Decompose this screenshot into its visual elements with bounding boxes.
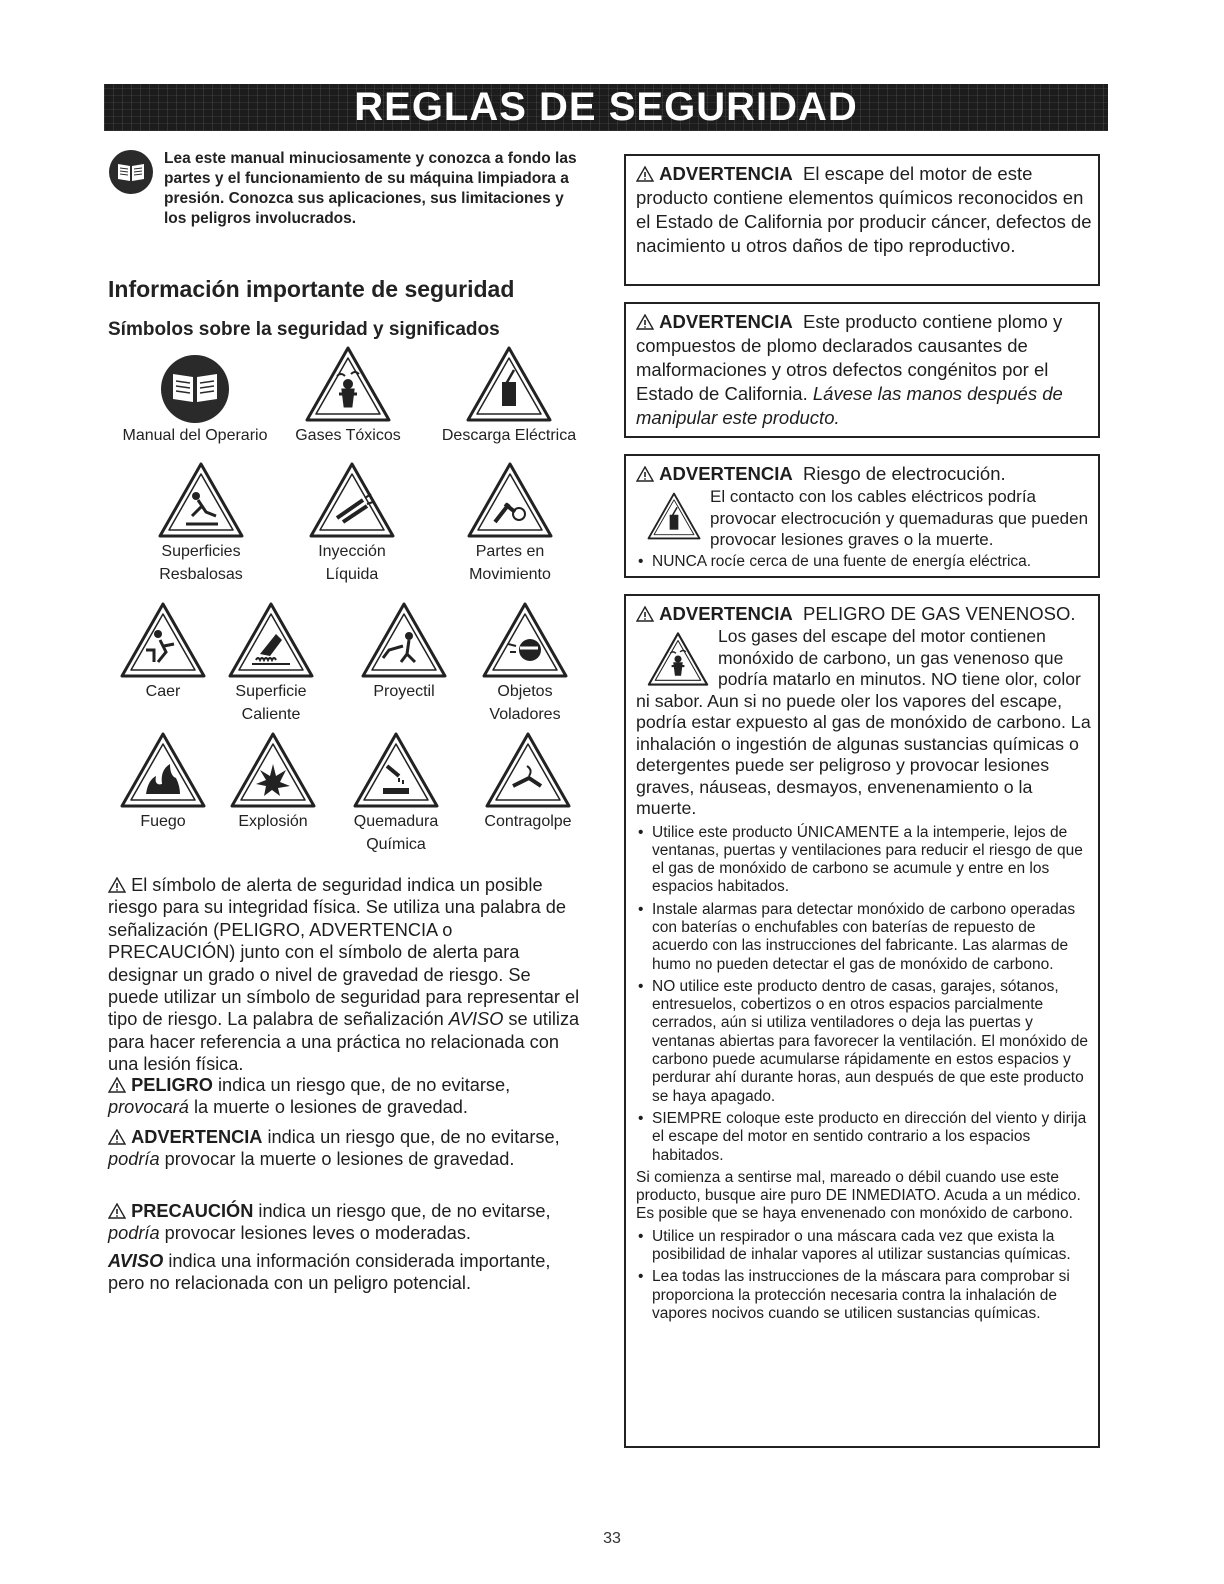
warning-text: Los gases del escape del motor contienen monóxido de carbono, un gas venenoso que podría matarlo en minutos. NO tiene olor, color <box>718 626 1081 689</box>
intro-block <box>108 149 578 229</box>
manual-book-icon <box>108 149 154 195</box>
peligro-paragraph <box>108 1074 584 1119</box>
symbol-label: Gases Tóxicos <box>295 427 401 444</box>
signal-word-advertencia: ADVERTENCIA <box>131 1127 263 1147</box>
symbol-flying-objects <box>476 600 574 726</box>
warning-label: ADVERTENCIA <box>659 311 793 332</box>
toxic-gas-icon <box>303 344 393 424</box>
liquid-injection-icon <box>307 460 397 540</box>
aviso-italic: AVISO <box>448 1009 504 1030</box>
precaucion-emphasis: podría <box>108 1223 160 1244</box>
symbol-label: Caliente <box>241 706 301 723</box>
manual-book-icon <box>157 352 233 424</box>
symbol-manual <box>112 352 278 447</box>
symbol-chemical-burn <box>344 730 448 856</box>
precaucion-paragraph <box>108 1200 584 1245</box>
fall-icon <box>118 600 208 680</box>
alert-icon <box>636 466 654 482</box>
symbol-kickback <box>476 730 580 833</box>
slippery-surface-icon <box>156 460 246 540</box>
alert-icon <box>108 1129 126 1145</box>
advertencia-text-end: provocar la muerte o lesiones de gravedad. <box>164 1149 515 1170</box>
moving-parts-icon <box>465 460 555 540</box>
list-item: • Utilice un respirador o una máscara cada vez que exista la posibilidad de inhalar vapores al utilizar sustancias químicas. <box>636 1228 1092 1265</box>
aviso-text: indica una información considerada importante, pero no relacionada con un peligro potencial. <box>108 1251 551 1294</box>
warning-box-california-cancer <box>624 154 1100 286</box>
warning-title: Riesgo de electrocución. <box>803 463 1006 484</box>
symbol-label: Explosión <box>238 813 308 830</box>
kickback-icon <box>483 730 573 810</box>
title-banner <box>104 84 1108 131</box>
symbol-toxic-gas <box>282 344 414 447</box>
warning-label: ADVERTENCIA <box>659 163 793 184</box>
projectile-icon <box>359 600 449 680</box>
warning-title: PELIGRO DE GAS VENENOSO. <box>803 603 1076 624</box>
peligro-text: indica un riesgo que, de no evitarse, <box>217 1075 511 1095</box>
symbol-label: Manual del Operario <box>122 427 268 444</box>
symbol-injection <box>290 460 414 586</box>
symbol-label: Objetos <box>497 683 553 700</box>
alert-icon <box>108 877 126 893</box>
page-number: 33 <box>603 1530 621 1547</box>
signal-word-aviso: AVISO <box>108 1251 164 1271</box>
symbol-label: Contragolpe <box>484 813 572 830</box>
warning-text: El contacto con los cables eléctricos podría provocar electrocución y quemaduras que pueden provocar lesiones graves o la muerte. <box>710 487 1089 549</box>
alert-symbol-paragraph <box>108 874 584 1076</box>
toxic-gas-icon <box>646 630 710 688</box>
alert-icon <box>636 314 654 330</box>
symbol-explosion <box>228 730 318 833</box>
symbol-label: Superficies <box>161 543 241 560</box>
symbol-fall <box>118 600 208 703</box>
signal-word-precaucion: PRECAUCIÓN <box>131 1201 254 1221</box>
symbol-label: Proyectil <box>373 683 435 700</box>
symbol-label: Movimiento <box>469 566 551 583</box>
symbol-electric <box>424 344 594 447</box>
list-item: • NUNCA rocíe cerca de una fuente de energía eléctrica. <box>636 553 1092 571</box>
precaucion-text-end: provocar lesiones leves o moderadas. <box>164 1223 471 1244</box>
symbol-label: Descarga Eléctrica <box>441 427 577 444</box>
precaucion-text: indica un riesgo que, de no evitarse, <box>258 1201 551 1221</box>
warning-box-poison-gas <box>624 594 1100 1448</box>
peligro-emphasis: provocará <box>108 1097 189 1118</box>
list-item: • Instale alarmas para detectar monóxido de carbono operadas con baterías o enchufables con baterías de repuesto de acuerdo con las instrucciones del fabricante. Las alarmas de humo no pueden detectar el gas de monóxido de carbono. <box>636 901 1092 974</box>
list-item: • NO utilice este producto dentro de casas, garajes, sótanos, entresuelos, cobertizos o en otros espacios parcialmente cerrados, aún si utiliza ventiladores o deja las puertas y ventanas abiertas para favorecer la ventilación. El monóxido de carbono puede acumularse rápidamente en estos espacios y perdurar ahí durante horas, aun después de que este producto se haya apagado. <box>636 978 1092 1106</box>
electric-shock-icon <box>646 490 702 542</box>
alert-symbol-text: El símbolo de alerta de seguridad indica un posible riesgo para su integridad física. Se utiliza una palabra de señalización (PELIGRO, ADVERTENCIA o PRECAUCIÓN) junto con el símbolo de alerta para designar un grado o nivel de gravedad de riesgo. Se puede utilizar un símbolo de seguridad para representar el tipo de riesgo. La palabra de señalización <box>108 875 580 1030</box>
alert-symbol-tail: se utiliza para hacer referencia a una práctica no relacionada con una lesión física. <box>108 1009 580 1075</box>
intro-text: Lea este manual minuciosamente y conozca a fondo las partes y el funcionamiento de su máquina limpiadora a presión. Conozca sus aplicaciones, sus limitaciones y los peligros involucrados. <box>164 150 577 227</box>
warning-box-lead <box>624 302 1100 438</box>
symbol-label: Química <box>366 836 426 853</box>
hot-surface-icon <box>226 600 316 680</box>
symbol-label: Fuego <box>140 813 186 830</box>
symbol-slippery <box>136 460 266 586</box>
warning-italic-text: Lávese las manos después de manipular este producto. <box>636 383 1063 428</box>
symbol-hot-surface <box>226 600 316 726</box>
advertencia-text: indica un riesgo que, de no evitarse, <box>267 1127 560 1147</box>
signal-word-peligro: PELIGRO <box>131 1075 213 1095</box>
symbol-moving-parts <box>448 460 572 586</box>
electric-shock-icon <box>464 344 554 424</box>
list-item: • Lea todas las instrucciones de la máscara para comprobar si proporciona la protección necesaria contra la inhalación de vapores nocivos cuando se utilicen sustancias químicas. <box>636 1268 1092 1323</box>
alert-icon <box>636 606 654 622</box>
alert-icon <box>108 1203 126 1219</box>
section-heading: Información importante de seguridad <box>108 276 515 302</box>
alert-icon <box>636 166 654 182</box>
explosion-icon <box>228 730 318 810</box>
warning-text: El escape del motor de este producto contiene elementos químicos reconocidos en el Estado de California por producir cáncer, defectos de nacimiento u otros daños de tipo reproductivo. <box>636 163 1092 256</box>
chemical-burn-icon <box>351 730 441 810</box>
symbol-label: Partes en <box>475 543 545 560</box>
page-title: REGLAS DE SEGURIDAD <box>354 85 858 129</box>
warning-label: ADVERTENCIA <box>659 603 793 624</box>
list-item: • Utilice este producto ÚNICAMENTE a la intemperie, lejos de ventanas, puertas y ventilaciones para reducir el riesgo de que el gas de monóxido de carbono se acumule y entre en los espacios habitados. <box>636 824 1092 897</box>
warning-text: Este producto contiene plomo y compuestos de plomo declarados causantes de malformaciones y otros defectos congénitos por el Estado de California. <box>636 311 1063 404</box>
aviso-paragraph <box>108 1250 584 1295</box>
symbol-label: Caer <box>145 683 181 700</box>
symbol-label: Resbalosas <box>159 566 243 583</box>
warning-label: ADVERTENCIA <box>659 463 793 484</box>
symbol-label: Superficie <box>235 683 307 700</box>
symbol-fire <box>118 730 208 833</box>
alert-icon <box>108 1077 126 1093</box>
section-subheading: Símbolos sobre la seguridad y significados <box>108 319 500 340</box>
symbol-label: Voladores <box>489 706 561 723</box>
advertencia-emphasis: podría <box>108 1149 160 1170</box>
advertencia-paragraph <box>108 1126 584 1171</box>
peligro-text-end: la muerte o lesiones de gravedad. <box>193 1097 468 1118</box>
symbol-label: Inyección <box>318 543 386 560</box>
fire-icon <box>118 730 208 810</box>
warning-text-continued: ni sabor. Aun si no puede oler los vapores del escape, podría estar expuesto al gas de monóxido de carbono. La inhalación o ingestión de algunas sustancias químicas o detergentes puede ser peligroso y provocar lesiones graves, náuseas, desmayos, envenenamiento o la muerte. <box>636 690 1091 818</box>
symbol-label: Líquida <box>325 566 379 583</box>
list-item: • SIEMPRE coloque este producto en dirección del viento y dirija el escape del motor en sentido contrario a los espacios habitados. <box>636 1110 1092 1165</box>
flying-objects-icon <box>480 600 570 680</box>
symbol-projectile <box>350 600 458 703</box>
warning-box-electrocution <box>624 454 1100 578</box>
symbol-label: Quemadura <box>353 813 439 830</box>
warning-paragraph: Si comienza a sentirse mal, mareado o débil cuando use este producto, busque aire puro DE INMEDIATO. Acuda a un médico. Es posible que se haya envenenado con monóxido de carbono. <box>636 1168 1081 1223</box>
